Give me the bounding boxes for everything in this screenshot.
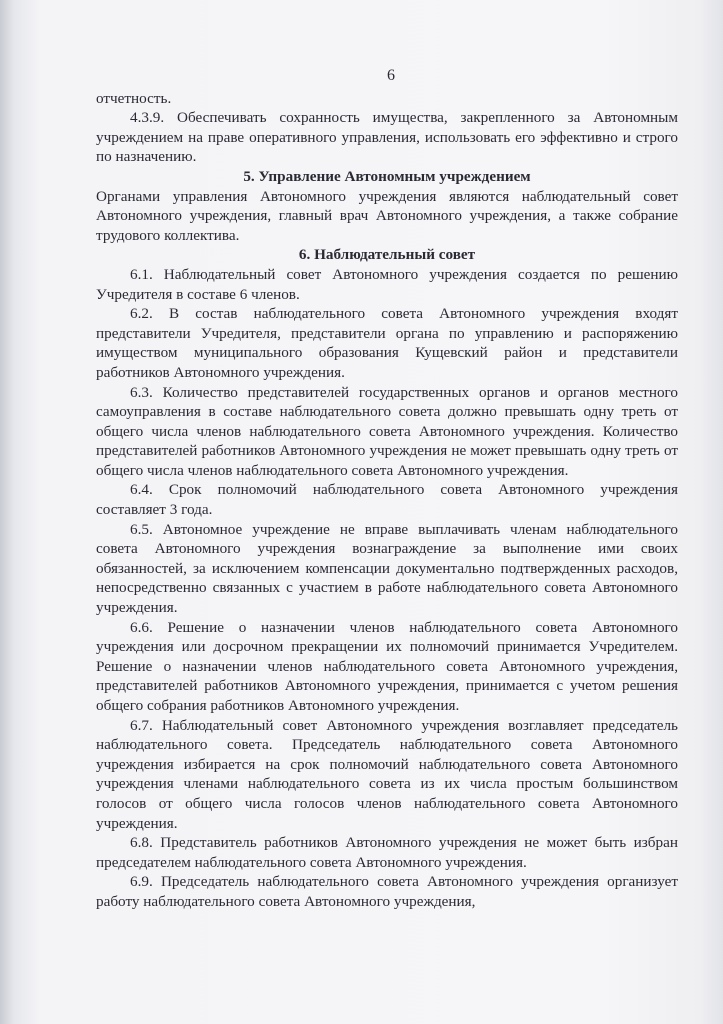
section-6-heading: 6. Наблюдательный совет [298,246,476,264]
paragraph-6-7: 6.7. Наблюдательный совет Автономного учреждения возглавляет председатель наблюдательного совета. Председатель наблюдательного совета Автономного учреждения избирается на срок полномочий наблюдательного совета Автономного учреждения членами наблюдательного совета из их числа простым большинством голосов от общего числа голосов членов наблюдательного совета Автономного учреждения. [96,716,678,832]
paragraph-6-4: 6.4. Срок полномочий наблюдательного совета Автономного учреждения составляет 3 года. [96,481,678,519]
paragraph-6-6: 6.6. Решение о назначении членов наблюдательного совета Автономного учреждения или досрочном прекращении их полномочий принимается Учредителем. Решение о назначении членов наблюдательного совета Автономного учреждения, представителей работников Автономного учреждения, принимается с учетом решения общего собрания работников Автономного учреждения. [96,618,678,714]
paragraph-6-5: 6.5. Автономное учреждение не вправе выплачивать членам наблюдательного совета Автономного учреждения вознаграждение за выполнение ими своих обязанностей, за исключением компенсации документально подтвержденных расходов, непосредственно связанных с участием в работе наблюдательного совета Автономного учреждения. [96,520,678,617]
paragraph-6-3: 6.3. Количество представителей государственных органов и органов местного самоуправления в составе наблюдательного совета должно превышать одну треть от общего числа членов наблюдательного совета Автономного учреждения. Количество представителей работников Автономного учреждения не может превышать одну треть от общего числа членов наблюдательного совета Автономного учреждения. [96,383,678,479]
section-5-heading: 5. Управление Автономным учреждением [243,167,531,185]
paragraph-6-8: 6.8. Представитель работников Автономного учреждения не может быть избран председателем наблюдательного совета Автономного учреждения. [96,834,678,871]
paragraph-6-9: 6.9. Председатель наблюдательного совета Автономного учреждения организует работу наблюдательного совета Автономного учреждения, [96,873,678,910]
paragraph-6-2: 6.2. В состав наблюдательного совета Автономного учреждения входят представители Учредителя, представители органа по управлению и распоряжению имуществом муниципального образования Кущевский район и представители работников Автономного учреждения. [96,305,678,381]
paragraph-management-bodies: Органами управления Автономного учреждения являются наблюдательный совет Автономного учреждения, главный врач Автономного учреждения, а также собрание трудового коллектива. [96,187,678,244]
paragraph-reporting: отчетность. [96,89,172,107]
document-body [96,66,678,912]
page-number: 6 [387,67,395,84]
paragraph-6-1: 6.1. Наблюдательный совет Автономного учреждения создается по решению Учредителя в составе 6 членов. [96,265,678,303]
paragraph-4-3-9: 4.3.9. Обеспечивать сохранность имущества, закрепленного за Автономным учреждением на праве оперативного управления, использовать его эффективно и строго по назначению. [96,109,678,166]
